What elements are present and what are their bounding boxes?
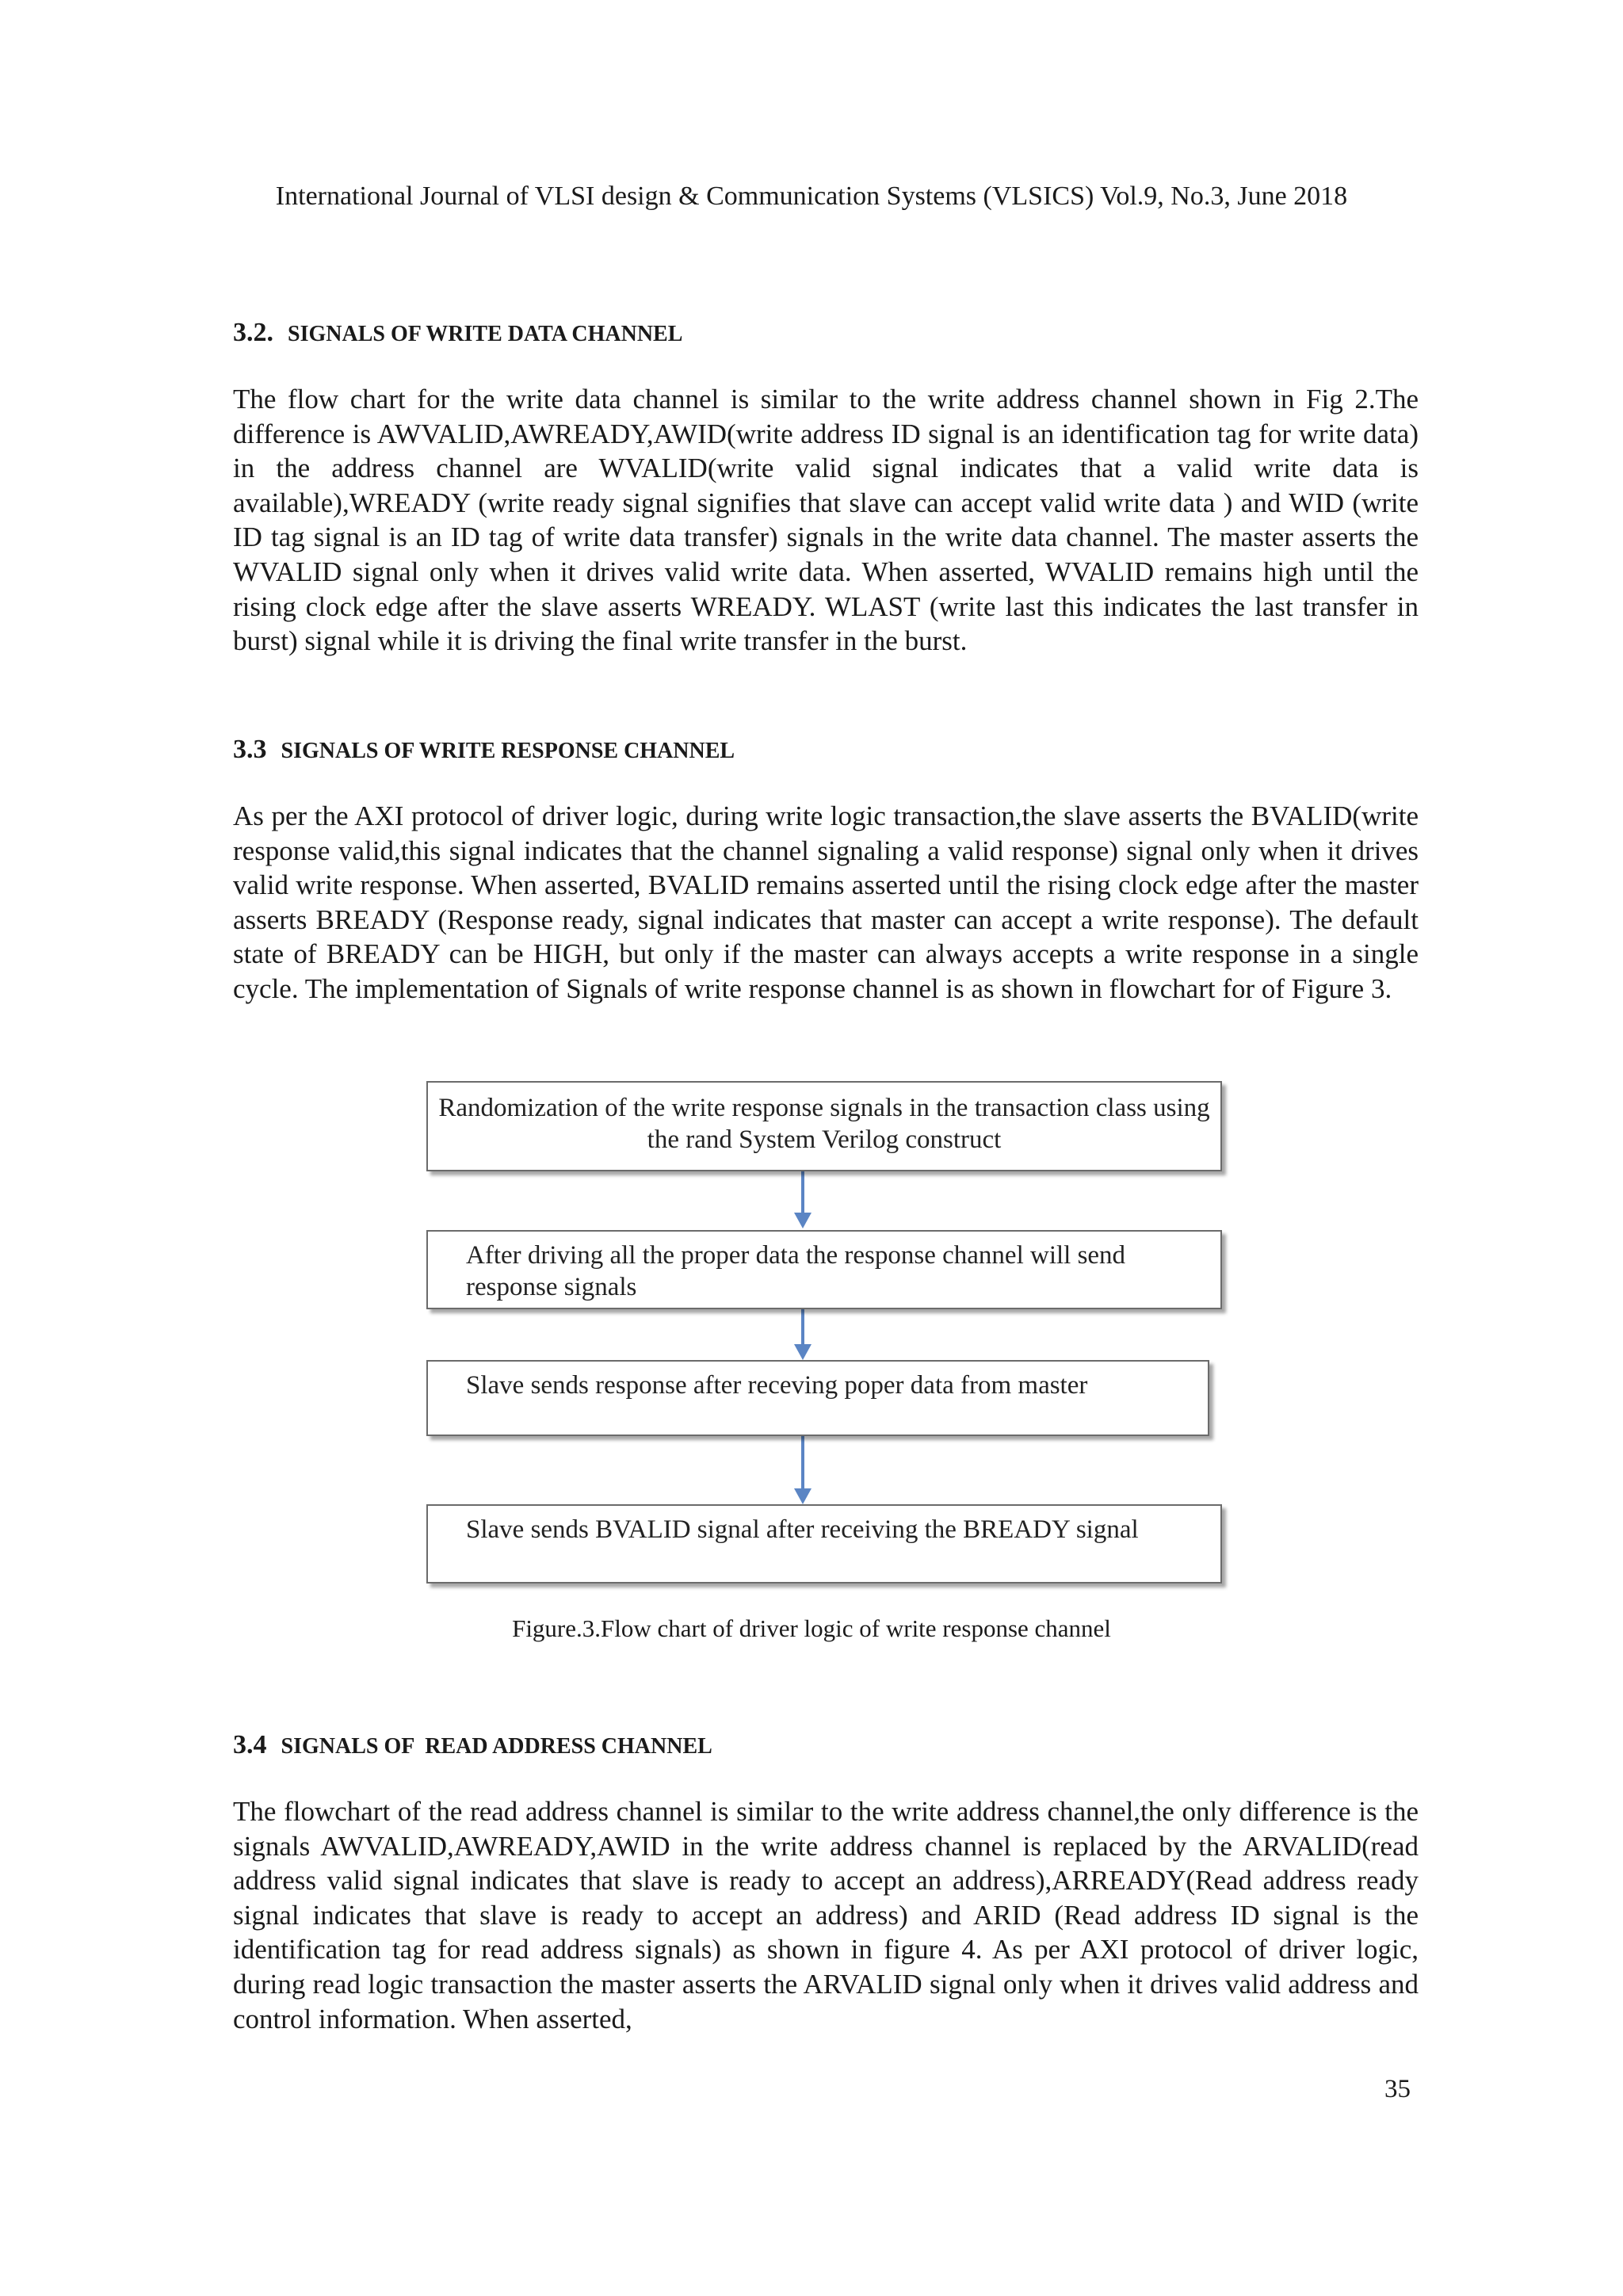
section-number: 3.3 [233, 735, 267, 764]
section-3-4-paragraph: The flowchart of the read address channel is similar to the write address channel,the only difference is the signals AWVALID,AWREADY,AWID in the write address channel is replaced by the ARVALID(read address valid signal indicates that slave is ready to accept an address),ARREADY(Read address ready signal indicates that slave is ready to accept an address) and ARID (Read address ID signal is the identification tag for read address signals) as shown in figure 4. As per AXI protocol of driver logic, during read logic transaction the master asserts the ARVALID signal only when it drives valid address and control information. When asserted, [233, 1796, 1419, 2034]
section-heading-3-3 [233, 734, 735, 767]
section-number: 3.2. [233, 318, 273, 347]
section-3-2-paragraph: The flow chart for the write data channel is similar to the write address channel shown in Fig 2.The difference is AWVALID,AWREADY,AWID(write address ID signal is an identification tag for write data) in the address channel are WVALID(write valid signal indicates that a valid write data is available),WREADY (write ready signal signifies that slave can accept valid write data ) and WID (write ID tag signal is an ID tag of write data transfer) signals in the write data channel. The master asserts the WVALID signal only when it drives valid write data. When asserted, WVALID remains high until the rising clock edge after the slave asserts WREADY. WLAST (write last this indicates the last transfer in burst) signal while it is driving the final write transfer in the burst. [233, 384, 1419, 657]
flowchart-step-4: Slave sends BVALID signal after receiving the BREADY signal [426, 1504, 1222, 1584]
page-header: International Journal of VLSI design & Communication Systems (VLSICS) Vol.9, No.3, June 2018 [275, 181, 1348, 211]
page-number: 35 [1384, 2075, 1411, 2103]
section-heading-3-4 [233, 1729, 712, 1763]
section-number: 3.4 [233, 1730, 267, 1759]
flowchart-step-3: Slave sends response after receving poper data from master [426, 1360, 1209, 1436]
section-title: SIGNALS OF READ ADDRESS CHANNEL [281, 1734, 712, 1759]
flow-arrow-2-head [794, 1344, 812, 1360]
flowchart-step-1: Randomization of the write response signals in the transaction class using the rand System Verilog construct [426, 1081, 1222, 1171]
section-title: SIGNALS OF WRITE DATA CHANNEL [288, 322, 683, 346]
figure-caption: Figure.3.Flow chart of driver logic of write response channel [512, 1614, 1111, 1642]
flow-arrow-1-head [794, 1213, 812, 1228]
section-heading-3-2 [233, 317, 682, 350]
flowchart-step-2: After driving all the proper data the response channel will send response signals [426, 1230, 1222, 1309]
flow-arrow-3-head [794, 1488, 812, 1504]
section-3-3-paragraph: As per the AXI protocol of driver logic, during write logic transaction,the slave asserts the BVALID(write response valid,this signal indicates that the channel signaling a valid response) signal only when it drives valid write response. When asserted, BVALID remains asserted until the rising clock edge after the master asserts BREADY (Response ready, signal indicates that master can accept a write response). The default state of BREADY can be HIGH, but only if the master can always accepts a write response in a single cycle. The implementation of Signals of write response channel is as shown in flowchart for of Figure 3. [233, 800, 1419, 1004]
section-title: SIGNALS OF WRITE RESPONSE CHANNEL [281, 739, 735, 763]
